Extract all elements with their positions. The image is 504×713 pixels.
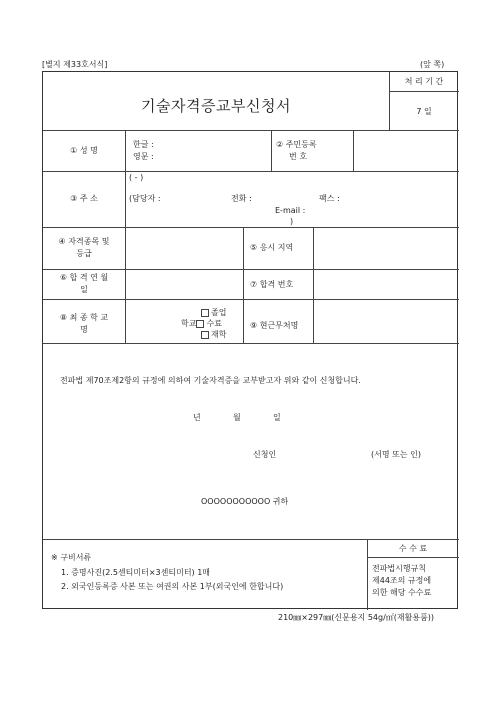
form-title: 기술자격증교부신청서 bbox=[141, 97, 291, 115]
addressee: OOOOOOOOOOO 귀하 bbox=[201, 497, 289, 506]
signature-label: (서명 또는 인) bbox=[371, 450, 421, 459]
qualification-label-2: 등급 bbox=[76, 249, 92, 258]
email-label: E-mail : bbox=[275, 206, 306, 215]
name-label: ① 성 명 bbox=[70, 146, 98, 155]
phone-label: 전화 : bbox=[231, 194, 252, 203]
workplace-label: ⑨ 현근무처명 bbox=[250, 321, 299, 330]
date-year: 년 bbox=[193, 413, 201, 422]
fee-label: 수 수 료 bbox=[398, 544, 428, 553]
school-label-2: 명 bbox=[80, 325, 88, 334]
fax-label: 팩스 : bbox=[319, 194, 340, 203]
checkbox-icon bbox=[201, 331, 209, 339]
processing-period-label: 처 리 기 간 bbox=[404, 77, 444, 86]
contact-person-label: (담당자 : bbox=[129, 194, 161, 203]
document-item-1: 1. 증명사진(2.5센티미터×3센티미터) 1매 bbox=[61, 568, 211, 577]
fee-line-2: 제44조의 규정에 bbox=[372, 576, 432, 585]
school-option-enrolled[interactable]: 재학 bbox=[201, 330, 226, 340]
form-number: [별지 제33호서식] bbox=[42, 60, 108, 69]
required-documents-title: ※ 구비서류 bbox=[51, 553, 92, 562]
school-option-completed[interactable]: 학교 수료 bbox=[181, 319, 222, 328]
resident-number-label-1: ② 주민등록 bbox=[276, 140, 317, 149]
name-english-label: 영문 : bbox=[133, 152, 154, 161]
qualification-label-1: ④ 자격종목 및 bbox=[58, 237, 110, 246]
application-form bbox=[42, 71, 458, 609]
address-label: ③ 주 소 bbox=[70, 194, 98, 203]
page-side: (앞 쪽) bbox=[420, 60, 445, 69]
applicant-label: 신청인 bbox=[253, 450, 277, 459]
date-month: 월 bbox=[233, 413, 241, 422]
school-option-graduated[interactable]: 졸업 bbox=[201, 308, 226, 318]
paper-spec-footer: 210㎜×297㎜(신문용지 54g/㎡(재활용품)) bbox=[278, 613, 435, 622]
checkbox-icon bbox=[201, 309, 209, 317]
fee-line-1: 전파법시행규칙 bbox=[372, 564, 427, 573]
pass-date-label-2: 일 bbox=[80, 285, 88, 294]
processing-period-value: 7 일 bbox=[416, 107, 432, 116]
pass-number-label: ⑦ 합격 번호 bbox=[250, 280, 294, 289]
application-statement: 전파법 제70조제2항의 규정에 의하여 기술자격증을 교부받고자 위와 같이 신청합니다. bbox=[60, 376, 361, 385]
name-korean-label: 한글 : bbox=[133, 140, 154, 149]
address-close-paren: ) bbox=[290, 217, 294, 226]
checkbox-icon bbox=[196, 320, 204, 328]
exam-area-label: ⑤ 응시 지역 bbox=[250, 243, 294, 252]
school-label-1: ⑧ 최 종 학 교 bbox=[59, 313, 109, 322]
document-item-2: 2. 외국인등록증 사본 또는 여권의 사본 1부(외국인에 한합니다) bbox=[61, 582, 284, 591]
postal-code-field: ( - ) bbox=[129, 173, 144, 182]
pass-date-label-1: ⑥ 합 격 연 월 bbox=[59, 273, 109, 282]
resident-number-label-2: 번 호 bbox=[289, 152, 307, 161]
date-day: 일 bbox=[273, 413, 281, 422]
fee-line-3: 의한 해당 수수료 bbox=[372, 588, 432, 597]
